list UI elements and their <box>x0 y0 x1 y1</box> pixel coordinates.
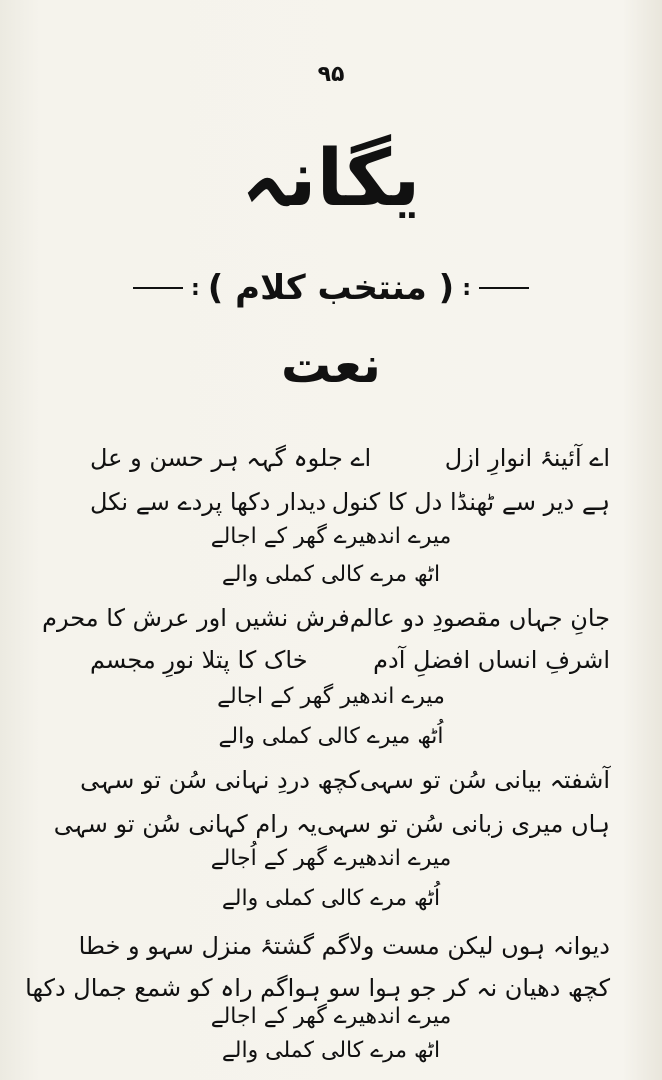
couplet-line <box>53 802 610 846</box>
section-title: نعت <box>281 336 381 394</box>
hemistich-right: جانِ جہاں مقصودِ دو عالم <box>349 604 610 632</box>
hemistich-right: دیوانہ ہوں لیکن مست ولا <box>349 932 610 960</box>
couplet-line <box>42 596 610 640</box>
refrain-line: اٹھ مرے کالی کملی والے <box>221 562 441 587</box>
hemistich-left: خاک کا پتلا نورِ مجسم <box>90 646 308 674</box>
refrain-line: اُٹھ مرے کالی کملی والے <box>221 886 441 911</box>
refrain-line: اٹھ مرے کالی کملی والے <box>221 1038 441 1063</box>
hemistich-left: دیدار دکھا پردے سے نکل <box>90 488 327 516</box>
hemistich-left: کچھ دردِ نہانی سُن تو سہی <box>80 766 360 794</box>
hemistich-left: فرش نشیں اور عرش کا محرم <box>42 604 350 632</box>
page-number: ۹۵ <box>317 62 345 87</box>
refrain-line: میرے اندھیرے گھر کے اجالے <box>210 1004 452 1029</box>
left-dash <box>479 287 529 289</box>
colon-mark: : <box>190 275 200 301</box>
poet-title: یگانہ <box>241 134 421 224</box>
hemistich-left: یہ رام کہانی سُن تو سہی <box>53 810 317 838</box>
couplet-line <box>90 480 610 524</box>
subtitle: ( منتخب کلام ) <box>207 268 455 308</box>
couplet-line <box>90 436 610 480</box>
couplet-line <box>78 924 610 968</box>
hemistich-left: اے جلوہ گہہ ہر حسن و عل <box>90 444 372 472</box>
hemistich-right: اے آئینۂ انوارِ ازل <box>444 444 610 472</box>
couplet-line <box>80 758 610 802</box>
refrain-line: اُٹھ میرے کالی کملی والے <box>218 724 444 749</box>
refrain-line: میرے اندھیر گھر کے اجالے <box>217 684 445 709</box>
refrain-line: میرے اندھیرے گھر کے اجالے <box>210 524 452 549</box>
hemistich-left: گم راہ کو شمع جمال دکھا <box>25 974 288 1002</box>
right-dash <box>133 287 183 289</box>
hemistich-right: آشفتہ بیانی سُن تو سہی <box>359 766 610 794</box>
hemistich-right: ہے دیر سے ٹھنڈا دل کا کنول <box>331 488 610 516</box>
refrain-line: میرے اندھیرے گھر کے اُجالے <box>210 846 452 871</box>
hemistich-left: گم گشتۂ منزل سہو و خطا <box>78 932 350 960</box>
hemistich-right: ہاں میری زبانی سُن تو سہی <box>316 810 610 838</box>
subtitle-row <box>0 268 662 308</box>
hemistich-right: کچھ دھیان نہ کر جو ہوا سو ہوا <box>287 974 610 1002</box>
hemistich-right: اشرفِ انساں افضلِ آدم <box>373 646 610 674</box>
colon-mark: : <box>462 275 472 301</box>
couplet-line <box>90 638 610 682</box>
